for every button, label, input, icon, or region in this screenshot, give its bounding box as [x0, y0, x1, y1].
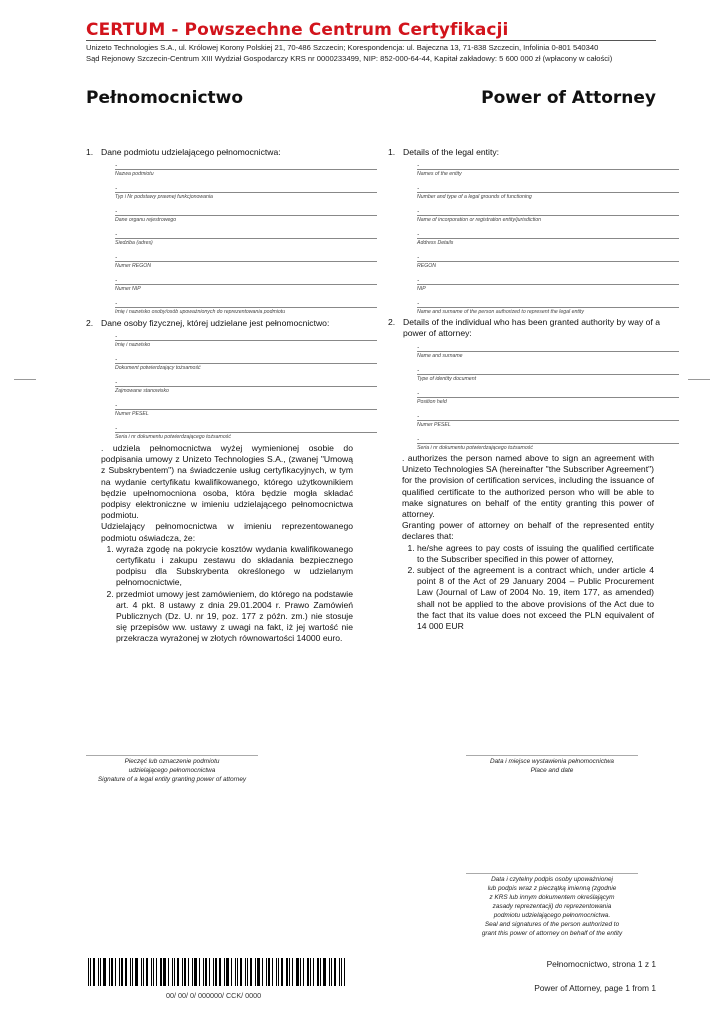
field-placeholder-dot: .	[417, 341, 420, 350]
pl-section1-heading	[86, 147, 376, 158]
barcode-bar	[103, 958, 106, 986]
barcode-bar	[130, 958, 131, 986]
barcode-bar	[303, 958, 304, 986]
en-declaration-list	[402, 543, 654, 633]
form-field[interactable]	[417, 229, 679, 249]
field-placeholder-dot: .	[417, 205, 420, 214]
barcode-bar	[247, 958, 248, 986]
barcode-bar	[257, 958, 260, 986]
barcode-bar	[194, 958, 197, 986]
barcode-bar	[205, 958, 207, 986]
barcode-bar	[132, 958, 133, 986]
field-line	[115, 386, 377, 387]
field-label: Seria i nr dokumentu potwierdzającego tożsamość	[115, 434, 231, 440]
company-info-line2: Sąd Rejonowy Szczecin-Centrum XIII Wydział Gospodarczy KRS nr 0000233499, NIP: 852-000-64-44, Kapitał zakładowy: 5 600 000 zł (wpłacony w całości)	[86, 54, 613, 63]
field-label: Type of identity document	[417, 376, 477, 382]
pl-body-declare: Udzielający pełnomocnictwa w imieniu reprezentowanego podmiotu oświadcza, że:	[101, 521, 353, 543]
date-caption-pl: Data i miejsce wystawienia pełnomocnictwa	[490, 758, 614, 765]
date-signature-line	[466, 755, 638, 756]
field-label: Name of incorporation or registration entity/jurisdiction	[417, 217, 541, 223]
barcode-bar	[317, 958, 319, 986]
form-field[interactable]	[417, 252, 679, 272]
field-label: Name and surname	[417, 353, 463, 359]
pl-section2-title: Dane osoby fizycznej, której udzielane jest pełnomocnictwo:	[101, 318, 330, 328]
field-placeholder-dot: .	[417, 251, 420, 260]
field-line	[115, 284, 377, 285]
barcode-bar	[125, 958, 127, 986]
field-label: Dokument potwierdzający tożsamość	[115, 365, 201, 371]
barcode-bar	[289, 958, 290, 986]
barcode-bar	[262, 958, 263, 986]
barcode-bar	[141, 958, 142, 986]
title-pl: Pełnomocnictwo	[86, 88, 244, 108]
form-field[interactable]	[417, 160, 679, 180]
pl-section1-title: Dane podmiotu udzielającego pełnomocnictwa:	[101, 147, 281, 157]
authorized-caption-line: zasady reprezentacji) do reprezentowania	[492, 903, 612, 910]
field-placeholder-dot: .	[115, 251, 118, 260]
authorized-caption-line: grant this power of attorney on behalf of the entity	[481, 930, 623, 937]
authorized-caption-line: lub podpis wraz z pieczątką imienną (zgodnie	[487, 885, 617, 892]
en-section1-number: 1.	[388, 147, 396, 157]
form-field[interactable]	[115, 377, 377, 397]
field-label: Imię i nazwisko	[115, 342, 151, 348]
barcode-bar	[90, 958, 91, 986]
field-placeholder-dot: .	[417, 410, 420, 419]
form-field[interactable]	[115, 206, 377, 226]
page-number-en: Power of Attorney, page 1 from 1	[534, 983, 656, 993]
seal-caption-pl2: udzielającego pełnomocnictwa	[128, 767, 216, 774]
field-line	[417, 420, 679, 421]
field-label: Imię i nazwisko osoby/osób upoważnionych do reprezentowania podmiotu	[115, 309, 286, 315]
field-placeholder-dot: .	[115, 297, 118, 306]
barcode-bar	[143, 958, 144, 986]
field-placeholder-dot: .	[115, 353, 118, 362]
form-field[interactable]	[115, 183, 377, 203]
form-field[interactable]	[417, 275, 679, 295]
form-field[interactable]	[417, 434, 679, 454]
barcode-bar	[168, 958, 169, 986]
barcode-bar	[160, 958, 162, 986]
seal-signature-line	[86, 755, 258, 756]
field-line	[417, 284, 679, 285]
barcode-bar	[121, 958, 123, 986]
field-label: Numer PESEL	[417, 422, 451, 428]
list-item: 1. he/she agrees to pay costs of issuing the qualified certificate to the Subscriber specified in this power of attorney,	[417, 543, 654, 565]
field-label: Siedziba (adres)	[115, 240, 153, 246]
field-placeholder-dot: .	[115, 205, 118, 214]
barcode-bar	[209, 958, 210, 986]
field-label: Seria i nr dokumentu potwierdzającego tożsamość	[417, 445, 533, 451]
barcode-bar	[237, 958, 238, 986]
barcode-bar	[224, 958, 225, 986]
field-label: NIP	[417, 286, 426, 292]
field-label: Numer REGON	[115, 263, 152, 269]
en-section2-number: 2.	[388, 317, 396, 327]
field-line	[417, 238, 679, 239]
field-line	[115, 169, 377, 170]
barcode-bar	[184, 958, 186, 986]
en-section2-title: Details of the individual who has been granted authority by way of a power of attorney:	[403, 317, 661, 338]
field-line	[115, 363, 377, 364]
barcode-bar	[213, 958, 214, 986]
barcode-bar	[100, 958, 101, 986]
fold-mark-right	[688, 379, 710, 380]
form-field[interactable]	[417, 388, 679, 408]
field-line	[417, 307, 679, 308]
field-label: Names of the entity	[417, 171, 462, 177]
form-field[interactable]	[417, 298, 679, 318]
form-field[interactable]	[115, 275, 377, 295]
company-info	[86, 42, 612, 64]
authorized-signature-line	[466, 873, 638, 874]
form-field[interactable]	[115, 354, 377, 374]
list-item: 1. wyraża zgodę na pokrycie kosztów wydania kwalifikowanego certyfikatu i zakupu zestawu do składania bezpiecznego podpisu dla Subskrybenta określonego w udzielanym pełnomocnictwie,	[116, 544, 353, 589]
list-item: 2. przedmiot umowy jest zamówieniem, do którego na podstawie art. 4 pkt. 8 ustawy z dnia 29.01.2004 r. Prawo Zamówień Publicznych (Dz. U. nr 19, poz. 177 z późn. zm.) nie stosuje się przepisów ww. ustawy z uwagi na fakt, iż jej wartość nie przekracza wyrażonej w złotych równowartości 14000 euro.	[116, 589, 353, 645]
fold-mark-left	[14, 379, 36, 380]
form-field[interactable]	[115, 423, 377, 443]
form-field[interactable]	[417, 365, 679, 385]
en-section1-title: Details of the legal entity:	[403, 147, 500, 157]
barcode-bar	[313, 958, 314, 986]
barcode-bar	[98, 958, 99, 986]
seal-caption-pl1: Pieczęć lub oznaczenie podmiotu	[124, 758, 220, 765]
barcode-bar	[156, 958, 157, 986]
barcode-bar	[272, 958, 273, 986]
form-field[interactable]	[417, 183, 679, 203]
barcode-bar	[151, 958, 152, 986]
field-line	[115, 215, 377, 216]
barcode-bar	[329, 958, 330, 986]
field-placeholder-dot: .	[115, 274, 118, 283]
barcode-bar	[245, 958, 246, 986]
barcode-bar	[163, 958, 166, 986]
barcode-bar	[115, 958, 116, 986]
barcode-bar	[231, 958, 232, 986]
barcode-bar	[255, 958, 256, 986]
field-label: Address Details	[417, 240, 454, 246]
form-field[interactable]	[115, 400, 377, 420]
company-info-line1: Unizeto Technologies S.A., ul. Królowej Korony Polskiej 21, 70-486 Szczecin; Korespondencja: ul. Bajeczna 13, 71-838 Szczecin, Infolinia 0-801 540340	[86, 43, 599, 52]
page-number-pl: Pełnomocnictwo, strona 1 z 1	[546, 959, 656, 969]
field-line	[417, 215, 679, 216]
field-line	[417, 169, 679, 170]
list-item: 2. subject of the agreement is a contract which, under article 4 point 8 of the Act of 29 January 2004 – Public Procurement Law (Journal of Law of 2004 No. 19, item 177, as amended) shall not be applied to the above provisions of the Act due to the fact that its value does not exceed the PLN equivalent of 14 000 EUR	[417, 565, 654, 632]
field-line	[115, 432, 377, 433]
field-placeholder-dot: .	[115, 228, 118, 237]
field-placeholder-dot: .	[417, 228, 420, 237]
field-label: Number and type of a legal grounds of functioning	[417, 194, 532, 200]
field-placeholder-dot: .	[417, 159, 420, 168]
pl-section2-number: 2.	[86, 318, 94, 328]
date-caption-en: Place and date	[530, 767, 574, 774]
field-placeholder-dot: .	[417, 297, 420, 306]
pl-section1-number: 1.	[86, 147, 94, 157]
field-line	[115, 192, 377, 193]
pl-section2-heading	[86, 318, 376, 329]
field-line	[417, 397, 679, 398]
field-line	[115, 261, 377, 262]
barcode-bar	[226, 958, 229, 986]
barcode-bar	[300, 958, 301, 986]
field-line	[417, 261, 679, 262]
barcode-bar	[341, 958, 342, 986]
form-field[interactable]	[115, 160, 377, 180]
field-placeholder-dot: .	[417, 274, 420, 283]
barcode-bar	[111, 958, 113, 986]
barcode-bar	[203, 958, 204, 986]
field-placeholder-dot: .	[417, 182, 420, 191]
barcode-bar	[307, 958, 309, 986]
form-field[interactable]	[417, 342, 679, 362]
field-placeholder-dot: .	[417, 433, 420, 442]
form-field[interactable]	[417, 411, 679, 431]
en-body-declare: Granting power of attorney on behalf of the represented entity declares that:	[402, 520, 654, 542]
brand-title: CERTUM - Powszechne Centrum Certyfikacji	[86, 20, 509, 40]
barcode-bar	[323, 958, 326, 986]
en-section2-heading	[388, 317, 668, 339]
barcode-bar	[109, 958, 110, 986]
barcode-bar	[219, 958, 221, 986]
barcode-bar	[192, 958, 193, 986]
barcode-bar	[310, 958, 311, 986]
barcode-bar	[266, 958, 267, 986]
authorized-caption-line: Seal and signatures of the person authorized to	[484, 921, 620, 928]
en-section1-heading	[388, 147, 678, 158]
barcode-bar	[320, 958, 321, 986]
barcode-bar	[215, 958, 217, 986]
barcode-bar	[188, 958, 189, 986]
field-label: Nazwa podmiotu	[115, 171, 154, 177]
authorized-caption-line: podmiotu udzielającego pełnomocnictwa.	[493, 912, 611, 919]
barcode	[88, 958, 352, 986]
barcode-bar	[339, 958, 340, 986]
field-label: Numer PESEL	[115, 411, 149, 417]
barcode-bar	[331, 958, 332, 986]
field-line	[115, 307, 377, 308]
header-divider	[86, 40, 656, 41]
barcode-bar	[93, 958, 95, 986]
en-body	[402, 453, 654, 632]
title-en: Power of Attorney	[481, 88, 656, 108]
barcode-bar	[153, 958, 154, 986]
field-placeholder-dot: .	[115, 376, 118, 385]
field-label: Zajmowane stanowisko	[115, 388, 169, 394]
barcode-bar	[250, 958, 252, 986]
field-line	[115, 238, 377, 239]
barcode-bar	[240, 958, 242, 986]
barcode-bar	[276, 958, 277, 986]
barcode-bar	[268, 958, 270, 986]
field-placeholder-dot: .	[417, 387, 420, 396]
field-placeholder-dot: .	[417, 364, 420, 373]
barcode-bar	[135, 958, 138, 986]
barcode-bar	[296, 958, 299, 986]
barcode-bar	[174, 958, 175, 986]
field-label: Dane organu rejestrowego	[115, 217, 177, 223]
barcode-bar	[88, 958, 89, 986]
pl-declaration-list	[101, 544, 353, 645]
field-placeholder-dot: .	[115, 422, 118, 431]
form-field[interactable]	[417, 206, 679, 226]
pl-body	[101, 443, 353, 645]
pl-body-intro: . udziela pełnomocnictwa wyżej wymienionej osobie do podpisania umowy z Unizeto Technologies S.A., (zwanej "Umową z Subskrybentem") na świadczenie usług certyfikacyjnych, w tym na wydanie certyfikatu kwalifikowanego, którego użytkownikiem będzie upełnomocniona osoba, która będzie mogła składać podpisy elektroniczne w imieniu udzielającego pełnomocnictwa podmiotu.	[101, 443, 353, 521]
form-field[interactable]	[115, 331, 377, 351]
field-label: Position held	[417, 399, 447, 405]
date-caption	[452, 757, 652, 775]
barcode-bar	[292, 958, 293, 986]
authorized-caption-line: Data i czytelny podpis osoby upoważnionej	[491, 876, 613, 883]
barcode-bar	[281, 958, 283, 986]
barcode-bar	[344, 958, 345, 986]
field-placeholder-dot: .	[115, 399, 118, 408]
field-placeholder-dot: .	[115, 159, 118, 168]
barcode-bar	[286, 958, 288, 986]
field-placeholder-dot: .	[115, 330, 118, 339]
field-line	[417, 351, 679, 352]
form-field[interactable]	[115, 252, 377, 272]
barcode-bar	[119, 958, 120, 986]
field-line	[417, 443, 679, 444]
form-field[interactable]	[115, 229, 377, 249]
barcode-bar	[235, 958, 236, 986]
field-line	[417, 374, 679, 375]
barcode-bar	[182, 958, 183, 986]
barcode-bar	[334, 958, 336, 986]
seal-caption-en: Signature of a legal entity granting power of attorney	[97, 776, 247, 783]
field-line	[115, 409, 377, 410]
field-label: Numer NIP	[115, 286, 141, 292]
barcode-bar	[177, 958, 179, 986]
authorized-caption-line: z KRS lub innym dokumentem określającym	[489, 894, 615, 901]
field-label: Name and surname of the person authorized to represent the legal entity	[417, 309, 584, 315]
barcode-bar	[199, 958, 200, 986]
field-line	[417, 192, 679, 193]
barcode-caption: 00/ 00/ 0/ 000000/ CCK/ 0000	[166, 991, 262, 1000]
field-line	[115, 340, 377, 341]
en-body-intro: . authorizes the person named above to sign an agreement with Unizeto Technologies SA (hereinafter "the Subscriber Agreement") for the provision of certification services, including the issuance of qualified certificate to the authorized person who will be able to make signatures on behalf of the entity granting this power of attorney.	[402, 453, 654, 520]
barcode-bar	[278, 958, 279, 986]
barcode-bar	[172, 958, 173, 986]
authorized-caption	[452, 875, 652, 938]
seal-caption	[72, 757, 272, 784]
form-field[interactable]	[115, 298, 377, 318]
field-label: REGON	[417, 263, 437, 269]
barcode-bar	[146, 958, 148, 986]
field-label: Typ i Nr podstawy prawnej funkcjonowania	[115, 194, 213, 200]
field-placeholder-dot: .	[115, 182, 118, 191]
